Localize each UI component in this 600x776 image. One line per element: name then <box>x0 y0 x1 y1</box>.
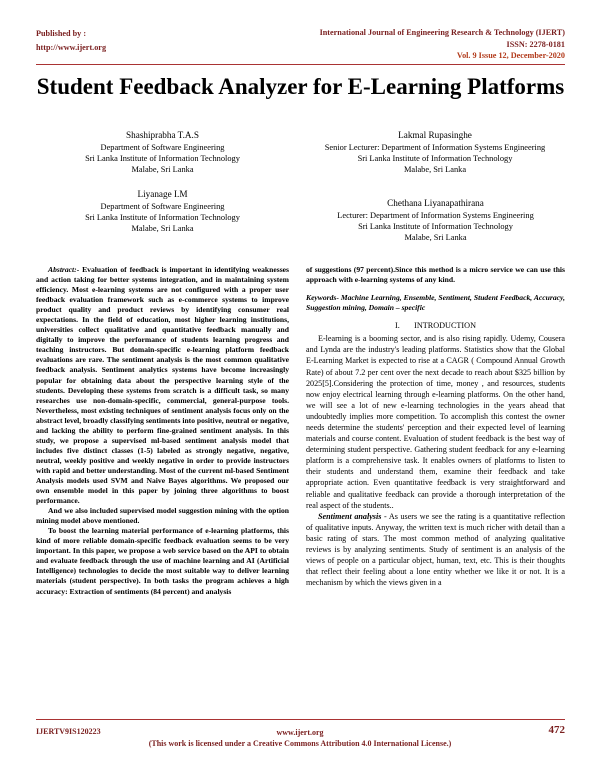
abstract-label: Abstract:- <box>48 265 80 274</box>
left-column <box>36 265 289 597</box>
header-divider <box>36 64 565 65</box>
published-by: Published by : <box>36 29 87 38</box>
volume-issue: Vol. 9 Issue 12, December-2020 <box>456 51 565 60</box>
author-affiliation: Senior Lecturer: Department of Information Systems Engineering <box>324 143 546 152</box>
footer-divider <box>36 719 565 720</box>
author-name: Liyanage I.M <box>137 189 188 199</box>
author-affiliation: Malabe, Sri Lanka <box>404 233 467 243</box>
author-affiliation: Malabe, Sri Lanka <box>131 224 194 234</box>
journal-url-link[interactable]: http://www.ijert.org <box>36 43 107 52</box>
author-affiliation: Malabe, Sri Lanka <box>131 165 194 175</box>
footer-center <box>0 727 600 749</box>
abstract <box>36 265 289 506</box>
abstract-paragraph: And we also included supervised model suggestion mining with the option mining model above mentioned. <box>36 506 289 526</box>
author-affiliation: Sri Lanka Institute of Information Technology <box>358 222 513 232</box>
keywords: Keywords- Machine Learning, Ensemble, Sentiment, Student Feedback, Accuracy, Suggestion mining, Domain – specific <box>306 293 565 313</box>
intro-paragraph: E-learning is a booming sector, and is also rising rapidly. Udemy, Cousera and Lynda are the industry's leading platforms. Statistics show that the Global E-Learning Market is expected to rise at a CAGR ( Compound Annual Growth Rate) of about 7.2 per cent over the next decade to reach about $325 billion by 2025[5].Considering the protection of time, money , and resources, students now enjoy electrical learning through e-learning platforms. On the other hand, we will see a lot of new e-learning technologies in the years ahead that undoubtedly implies more competition. To accomplish this contest the owner needs determine the students' perception and their expected level of learning materials and course content. Evaluation of student feedback is the best way of determining student perspective. Gathering student feedback for any e-learning platform is a comprehensive task. It enables owners of platforms to listen to their students and understand them, examine their feedback and take appropriate action. Even quantitative feedback is very straightforward and reliable and qualitative feedback can provide a thorough interpretation of the real aspect of the students.. <box>306 334 565 510</box>
author-block <box>36 128 289 176</box>
sentiment-label: Sentiment analysis <box>318 511 382 521</box>
abstract-continuation: of suggestions (97 percent).Since this method is a micro service we can use this approach with e-learning systems of any kind. <box>306 265 565 285</box>
author-name: Shashiprabha T.A.S <box>126 130 199 140</box>
author-name: Lakmal Rupasinghe <box>398 130 472 140</box>
abstract-paragraph: To boost the learning material performance of e-learning platforms, this kind of more reliable domain-specific feedback evaluation seems to be very important. In this paper, we propose a web service based on the API to obtain and evaluate feedback through the use of machine learning and AI (Artificial Intelligence) technologies to decide the most suitable way to deliver learning materials (student perspective). In both tasks the program achieves a high accuracy: Extraction of sentiments (84 percent) and analysis <box>36 526 289 596</box>
author-name: Chethana Liyanapathirana <box>387 198 484 208</box>
author-affiliation: Sri Lanka Institute of Information Technology <box>85 213 240 223</box>
author-affiliation: Malabe, Sri Lanka <box>403 165 467 175</box>
issn: ISSN: 2278-0181 <box>506 39 565 49</box>
author-affiliation: Department of Software Engineering <box>100 143 225 152</box>
section-number: I. <box>395 321 400 331</box>
author-affiliation: Sri Lanka Institute of Information Technology <box>85 154 240 164</box>
author-block <box>306 196 565 244</box>
footer-url-link[interactable]: www.ijert.org <box>276 728 324 737</box>
author-affiliation: Sri Lanka Institute of Information Technology <box>357 154 513 164</box>
sentiment-paragraph <box>306 511 565 589</box>
author-affiliation: Lecturer: Department of Information Systems Engineering <box>337 211 534 220</box>
license-text: (This work is licensed under a Creative Commons Attribution 4.0 International License.) <box>148 739 452 748</box>
page-number: 472 <box>548 724 565 736</box>
sentiment-text: - As users we see the rating is a quantitative reflection of qualitative inputs. Anyway, the written text is much richer with detail than a basic rating of stars. The most common method of analyzing qualitative reviews is by analyzing sentiments. Study of sentiment is an analysis of the views of people on a particular object, human, text, etc. This is their thoughts that reflect their feeling about a lone entity whether we like it or not. It is a mechanism by which the views given in a <box>306 511 565 588</box>
author-block <box>320 128 550 176</box>
author-block <box>36 187 289 235</box>
right-column <box>306 265 565 588</box>
header-left <box>36 27 106 55</box>
header-right <box>320 27 565 62</box>
author-affiliation: Department of Software Engineering <box>100 202 225 211</box>
abstract-text: Evaluation of feedback is important in identifying weaknesses and action taking for better systems integration, and in maintaining system efficiency. Most e-learning systems are not configured with a proper user feedback evaluation framework such as e-commerce systems to improve product quality and product reviews by identifying consumer real expectations. In the field of education, most higher learning institutions, universities collect qualitative and quantitative feedback manually and digitally to improve the performance of students learning progress and teaching instructors. But domain-specific e-learning platform feedback evaluations are rare. The sentiment analysis is the most common qualitative feedback analysis. Sentiment analytics systems have become increasingly popular for obtaining data about the perspective learning style of the students. Developing these systems from scratch is a difficult task, so many researches use non-domain-specific, commercial, general-purpose tools. Nevertheless, most existing techniques of sentiment analysis focus only on the abstract level, broadly classifying sentiments into positive, neutral or negative, and lacking the ability to perform fine-grained sentiment analysis. In this study, we propose a supervised ml-based sentiment analysis model that includes five distinct classes (1-5) labeled as strongly negative, negative, neutral, weekly positive and weekly negative in order to provide instructors with rapid and better understanding. Most of the current ml-based Sentiment Analysis models used SVM and Naive Bayes algorithms. We proposed our own ensemble model in this paper by joining three algorithms to boost performance. <box>36 265 289 506</box>
paper-id: IJERTV9IS120223 <box>36 727 101 736</box>
paper-title: Student Feedback Analyzer for E-Learning Platforms <box>36 74 565 99</box>
journal-name: International Journal of Engineering Research & Technology (IJERT) <box>319 28 565 37</box>
section-title: INTRODUCTION <box>414 321 476 331</box>
section-heading <box>306 321 565 331</box>
